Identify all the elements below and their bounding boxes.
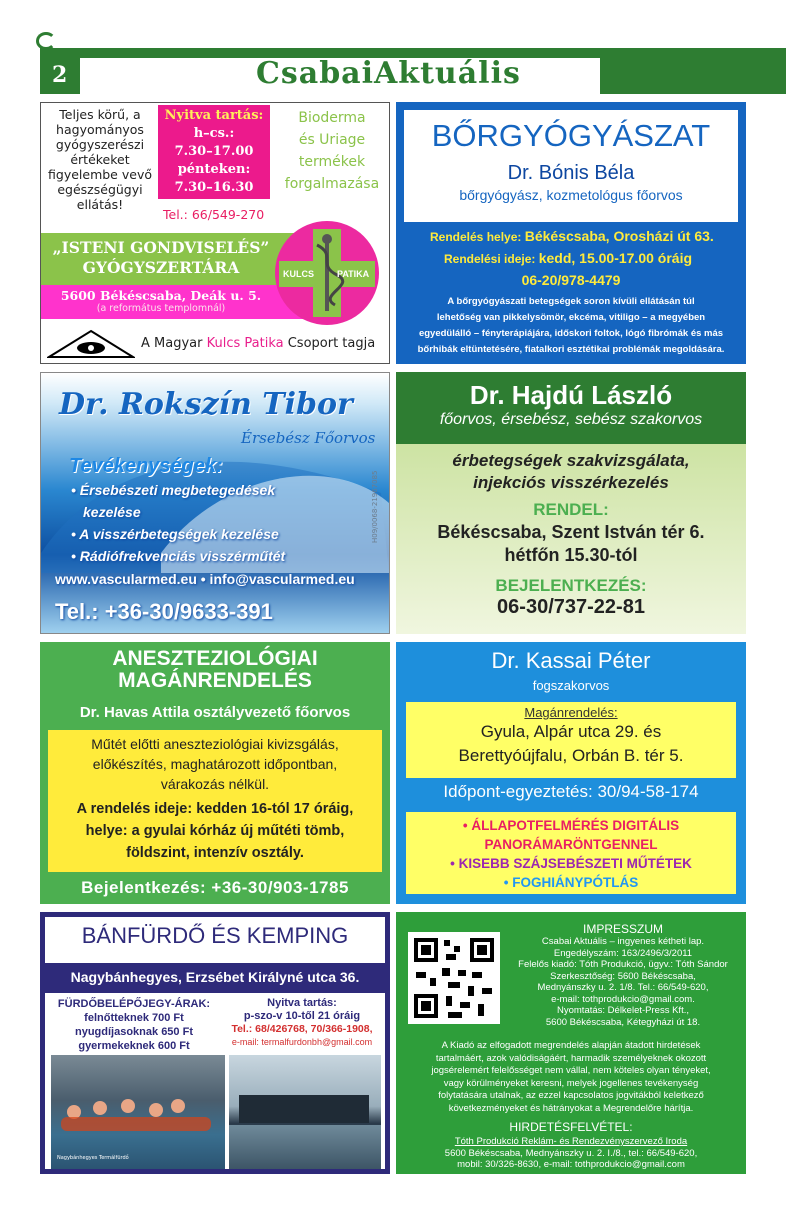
pharmacy-phone: Tel.: 66/549-270 — [163, 207, 265, 222]
anest-doctor: Dr. Havas Attila osztályvezető főorvos — [79, 704, 351, 721]
hajdu-header — [396, 372, 746, 444]
dermatology-title: BŐRGYÓGYÁSZAT — [431, 118, 711, 153]
banfurdo-hours: Nyitva tartás: p-szo-v 10-től 21 óráig Tel.: 68/426768, 70/366-1908, e-mail: termalfurdonbh@gmail.com — [231, 997, 373, 1047]
anest-title: ANESZTEZIOLÓGIAI MAGÁNRENDELÉS — [112, 647, 318, 692]
pharmacy-products: Bioderma és Uriage termékek forgalmazása — [284, 110, 380, 192]
pharmacy-footer: A Magyar Kulcs Patika Csoport tagja — [141, 336, 376, 351]
hajdu-time: hétfőn 15.30-tól — [504, 545, 638, 565]
kassai-phone: Időpont-egyeztetés: 30/94-58-174 — [443, 782, 699, 801]
banfurdo-ad — [40, 912, 390, 1174]
ad-booking-lines: Tóth Produkció Reklám- és Rendezvényszervező Iroda 5600 Békéscsaba, Mednyánszky u. 2. I./8., tel.: 66/549-620, mobil: 30/326-8630, e-mail: tothprodukcio@gmail.com — [444, 1136, 698, 1170]
hajdu-body — [396, 444, 746, 634]
kassai-services: • ÁLLAPOTFELMÉRÉS DIGITÁLIS PANORÁMARÖNTGENNEL • KISEBB SZÁJSEBÉSZETI MŰTÉTEK • FOGHIÁNYPÓTLÁS — [406, 812, 736, 894]
dermatology-ad — [396, 102, 746, 364]
dermatology-description: A bőrgyógyászati betegségek soron kívüli ellátásán túl lehetőség van pikkelysömör, ekcéma, vitiligo – a megyében egyedülálló – fényterápiájára, időskori foltok, lógó fibrómák és más bőrhibák eltüntetésére, fiatalkori esztétikai problémák megoldására. — [417, 296, 725, 355]
dermatology-place: Rendelés helye: Békéscsaba, Orosházi út 63. — [430, 228, 714, 244]
kassai-name: Dr. Kassai Péter — [491, 648, 651, 673]
anest-hours: A rendelés ideje: kedden 16-tól 17 óráig, helye: a gyulai kórház új műtéti tömb, földszint, intenzív osztály. — [76, 801, 354, 861]
banfurdo-address-band — [45, 963, 385, 993]
pharmacy-name-band: „ISTENI GONDVISELÉS” GYÓGYSZERTÁRA — [41, 233, 321, 285]
banfurdo-address: Nagybánhegyes, Erzsébet Királyné utca 36. — [70, 969, 360, 985]
ad-booking-title: HIRDETÉSFELVÉTEL: — [509, 1120, 633, 1134]
page-title: CsabaiAktuális — [256, 56, 521, 91]
dermatology-time: Rendelési ideje: kedd, 15.00-17.00 óráig — [444, 250, 693, 266]
dermatology-doctor: Dr. Bónis Béla — [507, 162, 635, 184]
impressum-notice: A Kiadó az elfogadott megrendelés alapján átadott hirdetések tartalmáért, azok valódiságáért, harmadik személyeknek okozott jogsérelemért felelősséget nem vállal, nem köteles olyan tényeket, vagy körülményeket keresni, melyek jogellenes tevékenység folytatására utalnak, az ezzel kapcsolatos jogvitákból keletkező következményeket és hátrányokat a Megrendelőre hárítja. — [431, 1040, 711, 1114]
dermatology-header — [404, 110, 738, 222]
pool-photo-people: Nagybánhegyes Termálfürdő — [51, 1055, 225, 1169]
impressum-title: IMPRESSZUM — [582, 922, 663, 936]
pool-photo-building — [229, 1055, 381, 1169]
impressum-lines: Csabai Aktuális – ingyenes kétheti lap. Engedélyszám: 163/2496/3/2011 Felelős kiadó: Tóth Produkció, ügyv.: Tóth Sándor Szerkesztőség: 5600 Békéscsaba, Mednyánszky u. 2. 1/8. Tel.: 66/549-620, e-mail: tothprodukcio@gmail.com. Nyomtatás: Délkelet-Press Kft., 5600 Békéscsaba, Kétegyházi út 18. — [518, 936, 728, 1028]
pharmacy-ad — [40, 102, 390, 364]
kassai-locations: Magánrendelés: Gyula, Alpár utca 29. és Berettyóújfalu, Orbán B. tér 5. — [406, 702, 736, 778]
hajdu-name: Dr. Hajdú László — [469, 380, 673, 410]
rokszin-role: Érsebész Főorvos — [241, 429, 376, 447]
hajdu-role: főorvos, érsebész, sebész szakorvos — [439, 411, 703, 428]
qr-code-icon[interactable] — [408, 932, 500, 1024]
rokszin-phone: Tel.: +36-30/9633-391 — [55, 599, 273, 624]
hajdu-phone: 06-30/737-22-81 — [497, 596, 645, 618]
banfurdo-title: BÁNFÜRDŐ ÉS KEMPING — [81, 923, 349, 948]
rokszin-web[interactable]: www.vascularmed.eu • info@vascularmed.eu — [55, 571, 355, 587]
hajdu-rendel-label: RENDEL: — [533, 500, 609, 519]
page-number: 2 — [52, 62, 68, 88]
kulcs-patika-logo: KULCS PATIKA — [275, 221, 379, 325]
kassai-ad — [396, 642, 746, 904]
hajdu-booking-label: BEJELENTKEZÉS: — [495, 576, 647, 595]
hajdu-place: Békéscsaba, Szent István tér 6. — [437, 522, 705, 542]
anest-description: Műtét előtti aneszteziológiai kivizsgálás, előkészítés, maghatározott időpontban, várakozás nélkül. — [91, 736, 339, 792]
kassai-label: Magánrendelés: — [524, 705, 618, 720]
pharmacy-address-band: 5600 Békéscsaba, Deák u. 5. (a református templomnál) — [41, 285, 321, 319]
banfurdo-prices: FÜRDŐBELÉPŐJEGY-ÁRAK: felnőtteknek 700 Ft nyugdíjasoknak 650 Ft gyermekeknek 600 Ft — [57, 998, 211, 1052]
eye-triangle-icon — [47, 329, 135, 359]
pharmacy-services: Teljes körű, a hagyományos gyógyszerészi értékeket figyelembe vevő egészségügyi ellátás! — [48, 107, 152, 212]
hajdu-ad — [396, 372, 746, 634]
anest-phone: Bejelentkezés: +36-30/903-1785 — [81, 878, 349, 897]
impressum-box — [396, 912, 746, 1174]
hajdu-services: érbetegségek szakvizsgálata, injekciós visszérkezelés — [452, 451, 690, 492]
kassai-role: fogszakorvos — [532, 678, 610, 693]
rokszin-activities-title: Tevékenységek: — [69, 455, 223, 477]
anesthesiology-ad — [40, 642, 390, 904]
rokszin-name: Dr. Rokszín Tibor — [59, 387, 353, 422]
rokszin-ad — [40, 372, 390, 634]
rokszin-activities: • Érsebészeti megbetegedések kezelése • A visszérbetegségek kezelése • Rádiófrekvenciás visszérműtét — [71, 482, 286, 564]
rokszin-code: H09/0068-21967085 — [371, 470, 379, 543]
dermatology-role: bőrgyógyász, kozmetológus főorvos — [459, 187, 683, 203]
anest-info — [48, 730, 382, 872]
pharmacy-hours-box: Nyitva tartás: h–cs.: 7.30–17.00 pénteken: 7.30–16.30 — [158, 105, 270, 199]
dermatology-phone: 06-20/978-4479 — [521, 272, 621, 288]
